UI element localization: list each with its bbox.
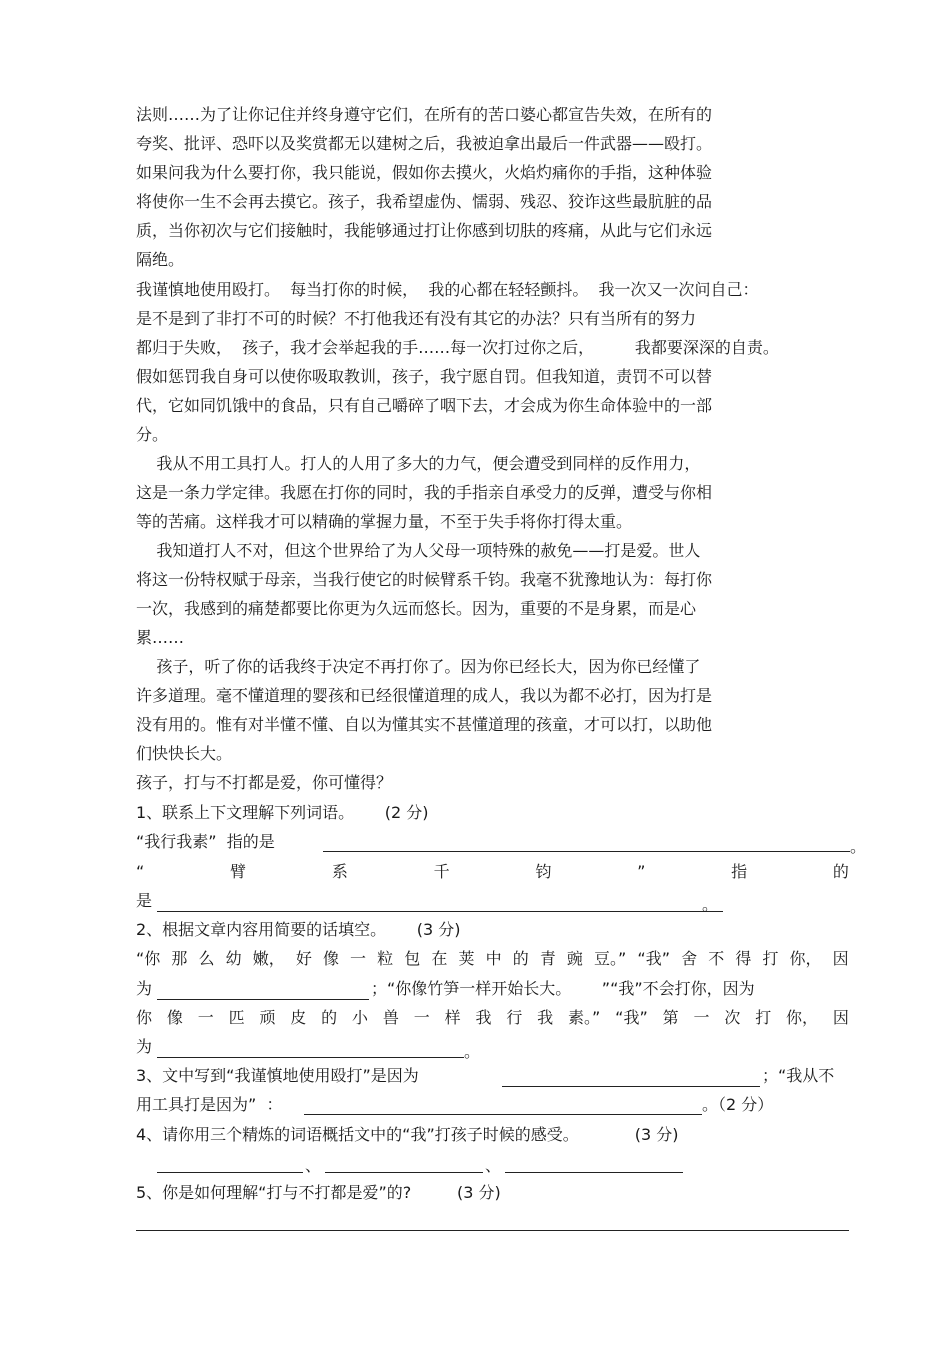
spread-char: 样 xyxy=(444,1008,461,1027)
spread-char: 得 xyxy=(735,949,752,968)
passage-line: 都归于失败， 孩子，我才会举起我的手……每一次打过你之后， 我都要深深的自责。 xyxy=(136,338,779,357)
spread-char: 中 xyxy=(485,949,502,968)
answer-blank-5[interactable] xyxy=(136,1230,849,1231)
passage-line: 分。 xyxy=(136,425,169,444)
spread-char: 一 xyxy=(350,949,367,968)
passage-line: 我谨慎地使用殴打。 每当打你的时候， 我的心都在轻轻颤抖。 我一次又一次问自己： xyxy=(136,280,759,299)
spread-char: 在 xyxy=(431,949,448,968)
answer-blank-4c[interactable] xyxy=(505,1172,683,1173)
spread-char: 钧 xyxy=(535,862,552,881)
spread-char: 千 xyxy=(433,862,450,881)
spread-char: 我 xyxy=(475,1008,492,1027)
spread-char: 嫩， xyxy=(252,949,285,968)
question-2-line-4-head: 为 xyxy=(136,1037,153,1056)
spread-char: 像 xyxy=(322,949,339,968)
spread-char: 因 xyxy=(832,1008,849,1027)
spread-char: 系 xyxy=(331,862,348,881)
period: 。 xyxy=(850,837,867,856)
passage-line: 法则……为了让你记住并终身遵守它们，在所有的苦口婆心都宣告失效，在所有的 xyxy=(136,105,713,124)
question-2-line-2-head: 为 xyxy=(136,979,153,998)
question-3-line-1: 3、文中写到“我谨慎地使用殴打”是因为 xyxy=(136,1066,419,1085)
spread-char: 打 xyxy=(755,1008,772,1027)
answer-blank-2a[interactable] xyxy=(157,999,369,1000)
question-2-line-1 xyxy=(136,948,849,970)
passage-line: 将使你一生不会再去摸它。孩子，我希望虚伪、懦弱、残忍、狡诈这些最肮脏的品 xyxy=(136,192,713,211)
answer-blank-2b[interactable] xyxy=(157,1057,464,1058)
passage-line: 等的苦痛。这样我才可以精确的掌握力量，不至于失手将你打得太重。 xyxy=(136,512,633,531)
spread-char: 那 xyxy=(171,949,188,968)
question-3-line-2: 用工具打是因为” ： xyxy=(136,1095,283,1114)
passage-line: 们快快长大。 xyxy=(136,744,233,763)
answer-blank-3a[interactable] xyxy=(502,1086,760,1087)
passage-line: 是不是到了非打不可的时候？不打他我还有没有其它的办法？只有当所有的努力 xyxy=(136,309,697,328)
question-4-title: 4、请你用三个精炼的词语概括文中的“我”打孩子时候的感受。 (3 分) xyxy=(136,1125,679,1144)
spread-char: 豌 xyxy=(566,949,583,968)
spread-char: 小 xyxy=(352,1008,369,1027)
spread-char: 一 xyxy=(197,1008,214,1027)
spread-char: 我 xyxy=(537,1008,554,1027)
spread-char: “我” xyxy=(637,949,671,968)
question-1a-label: “我行我素” 指的是 xyxy=(136,832,275,851)
question-1b-tail: 是 xyxy=(136,891,153,910)
spread-char: 你， xyxy=(786,1008,819,1027)
answer-blank-3b[interactable] xyxy=(304,1114,702,1115)
passage-line: 没有用的。惟有对半懂不懂、自以为懂其实不甚懂道理的孩童，才可以打，以助他 xyxy=(136,715,713,734)
question-1b-label xyxy=(136,861,849,883)
passage-line: 我知道打人不对，但这个世界给了为人父母一项特殊的赦免——打是爱。世人 xyxy=(136,541,701,560)
spread-char: 第 xyxy=(662,1008,679,1027)
answer-blank-4b[interactable] xyxy=(325,1172,483,1173)
spread-char: 不 xyxy=(708,949,725,968)
spread-char: 你， xyxy=(789,949,822,968)
question-3-score: 。（2 分） xyxy=(702,1095,774,1114)
passage-line: 夸奖、批评、恐吓以及奖赏都无以建树之后，我被迫拿出最后一件武器——殴打。 xyxy=(136,134,713,153)
passage-line: 一次，我感到的痛楚都要比你更为久远而悠长。因为，重要的不是身累，而是心 xyxy=(136,599,697,618)
period: 。 xyxy=(702,895,719,914)
answer-blank-1a[interactable] xyxy=(323,851,850,852)
spread-char: 豆。” xyxy=(594,949,627,968)
passage-line: 将这一份特权赋于母亲，当我行使它的时候臂系千钧。我毫不犹豫地认为：每打你 xyxy=(136,570,713,589)
question-3-line-1-tail: ；“我从不 xyxy=(762,1066,835,1085)
spread-char: 打 xyxy=(762,949,779,968)
spread-char: 顽 xyxy=(259,1008,276,1027)
passage-line: 孩子，打与不打都是爱，你可懂得？ xyxy=(136,773,393,792)
spread-char: 指 xyxy=(731,862,748,881)
passage-line: 质，当你初次与它们接触时，我能够通过打让你感到切肤的疼痛，从此与它们永远 xyxy=(136,221,713,240)
question-5-title: 5、你是如何理解“打与不打都是爱”的? (3 分) xyxy=(136,1183,501,1202)
spread-char: “ xyxy=(136,862,145,881)
spread-char: 兽 xyxy=(382,1008,399,1027)
spread-char: 行 xyxy=(506,1008,523,1027)
spread-char: 包 xyxy=(404,949,421,968)
spread-char: 因 xyxy=(832,949,849,968)
passage-line: 假如惩罚我自身可以使你吸取教训，孩子，我宁愿自罚。但我知道，责罚不可以替 xyxy=(136,367,713,386)
spread-char: 舍 xyxy=(681,949,698,968)
question-2-title: 2、根据文章内容用简要的话填空。 (3 分) xyxy=(136,920,461,939)
spread-char: 的 xyxy=(321,1008,338,1027)
spread-char: 么 xyxy=(198,949,215,968)
spread-char: “你 xyxy=(136,949,161,968)
spread-char: “我” xyxy=(615,1008,648,1027)
passage-line: 我从不用工具打人。打人的人用了多大的力气，便会遭受到同样的反作用力， xyxy=(136,454,701,473)
question-1-title: 1、联系上下文理解下列词语。 (2 分) xyxy=(136,803,429,822)
spread-char: 一 xyxy=(693,1008,710,1027)
spread-char: 臂 xyxy=(230,862,247,881)
spread-char: 好 xyxy=(295,949,312,968)
separator: 、 xyxy=(305,1156,322,1175)
answer-blank-4a[interactable] xyxy=(157,1172,303,1173)
passage-line: 这是一条力学定律。我愿在打你的同时，我的手指亲自承受力的反弹，遭受与你相 xyxy=(136,483,713,502)
passage-line: 孩子，听了你的话我终于决定不再打你了。因为你已经长大，因为你已经懂了 xyxy=(136,657,701,676)
spread-char: 的 xyxy=(832,862,849,881)
spread-char: 次 xyxy=(724,1008,741,1027)
spread-char: 的 xyxy=(512,949,529,968)
spread-char: ” xyxy=(637,862,646,881)
passage-line: 累…… xyxy=(136,628,185,647)
spread-char: 一 xyxy=(413,1008,430,1027)
separator: 、 xyxy=(485,1156,502,1175)
passage-line: 如果问我为什么要打你，我只能说，假如你去摸火，火焰灼痛你的手指，这种体验 xyxy=(136,163,713,182)
spread-char: 青 xyxy=(539,949,556,968)
spread-char: 像 xyxy=(166,1008,183,1027)
spread-char: 粒 xyxy=(377,949,394,968)
spread-char: 幼 xyxy=(225,949,242,968)
passage-line: 许多道理。毫不懂道理的婴孩和已经很懂道理的成人，我以为都不必打，因为打是 xyxy=(136,686,713,705)
spread-char: 荚 xyxy=(458,949,475,968)
spread-char: 匹 xyxy=(228,1008,245,1027)
question-2-line-2-text: ；“你像竹笋一样开始长大。 ”“我”不会打你，因为 xyxy=(371,979,755,998)
spread-char: 皮 xyxy=(290,1008,307,1027)
passage-line: 隔绝。 xyxy=(136,250,185,269)
question-2-line-3 xyxy=(136,1007,849,1029)
period: 。 xyxy=(464,1042,481,1061)
spread-char: 素。” xyxy=(568,1008,601,1027)
passage-line: 代，它如同饥饿中的食品，只有自己嚼碎了咽下去，才会成为你生命体验中的一部 xyxy=(136,396,713,415)
spread-char: 你 xyxy=(136,1008,153,1027)
answer-blank-1b[interactable] xyxy=(157,911,723,912)
